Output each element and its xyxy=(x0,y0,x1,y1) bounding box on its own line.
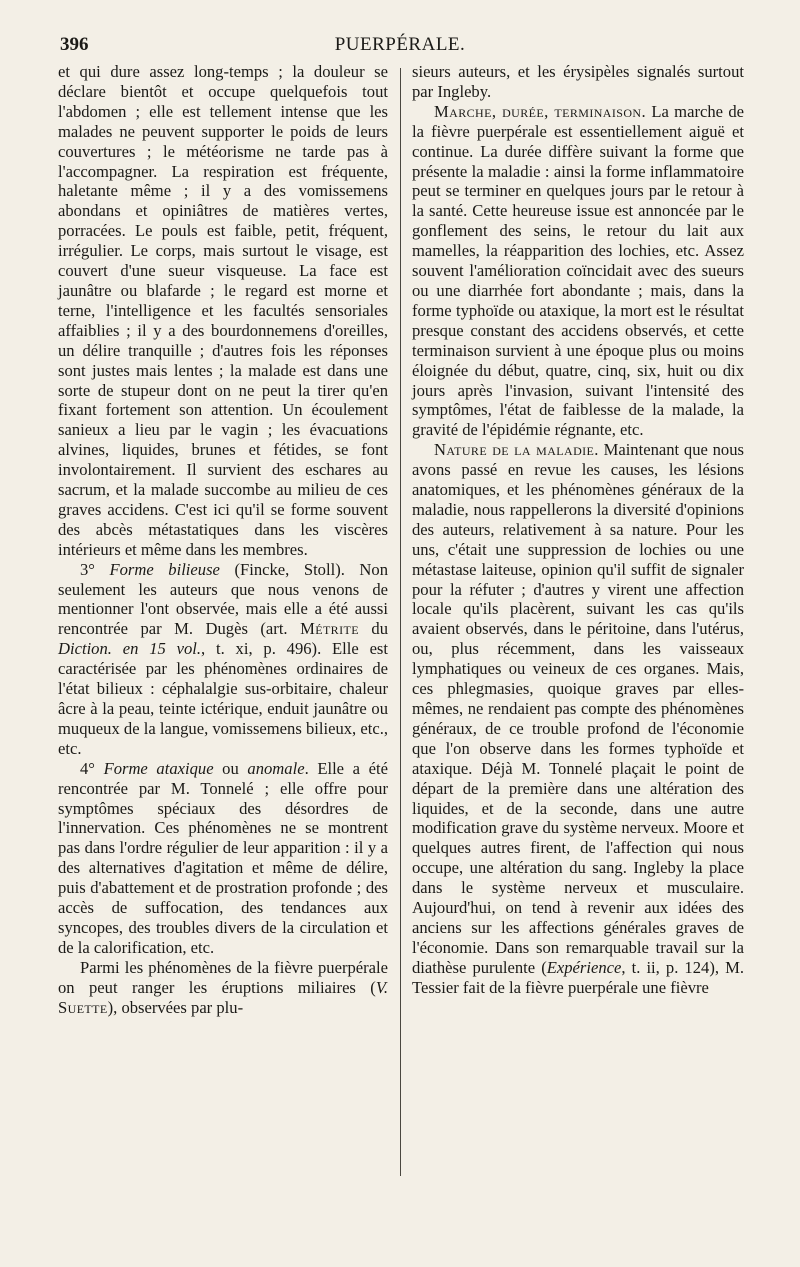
italic-reference: Diction. en 15 vol. xyxy=(58,639,202,659)
text-run: , t. xi, p. 496). Elle est caractérisée par les phénomènes ordinaires de l'état bilieux : céphalalgie sus-orbitaire, chaleur âcre à la peau, teinte ictérique, enduit jaunâtre ou muqueux de la langue, vomissemens bilieux, etc., etc. xyxy=(58,639,388,758)
text-run: (Fincke, Stoll). Non seulement les auteurs que nous venons de mentionner l'ont observée, mais elle a été aussi rencontrée par M. Dugès (art. xyxy=(58,559,388,639)
paragraph-marche-duree xyxy=(412,102,744,440)
text-run: du xyxy=(358,619,389,639)
section-heading-nature: Nature de la maladie. xyxy=(434,440,599,460)
text-run: ou xyxy=(213,758,248,778)
paragraph-forme-bilieuse xyxy=(58,560,388,759)
text-run: La marche de la fièvre puerpérale est essentiellement aiguë et continue. La durée diffère suivant la forme que présente la maladie : ainsi la forme inflammatoire peut se terminer en quelques jours par le retour à la santé. Cette heureuse issue est annoncée par le gonflement des seins, le retour du lait aux mamelles, la réapparition des lochies, etc. Assez souvent l'amélioration coïncidait avec des sueurs ou une diarrhée fort abondante ; mais, dans la forme typhoïde ou ataxique, la mort est le résultat presque constant des accidens observés, et cette terminaison survient à une époque plus ou moins éloignée du début, quatre, cinq, six, huit ou dix jours après l'invasion, suivant l'intensité des symptômes, l'état de faiblesse de la malade, la gravité de l'épidémie régnante, etc. xyxy=(412,101,744,440)
item-number: 3° xyxy=(80,559,95,579)
section-title-forme-ataxique: Forme ataxique xyxy=(103,758,214,778)
right-column xyxy=(412,62,744,998)
column-divider xyxy=(400,68,401,1176)
small-caps-reference: Suette xyxy=(58,997,108,1017)
section-title-forme-bilieuse: Forme bilieuse xyxy=(109,559,220,579)
paragraph-continued: sieurs auteurs, et les érysipèles signalés surtout par Ingleby. xyxy=(412,62,744,101)
left-column xyxy=(58,62,388,1018)
page-header xyxy=(60,34,740,64)
item-number: 4° xyxy=(80,758,95,778)
text-run: Maintenant que nous avons passé en revue les causes, les lésions anatomiques, et les phénomènes généraux de la maladie, nous rappellerons la diversité d'opinions des auteurs, relativement à sa nature. Pour les uns, c'était une suppression de lochies ou une métastase laiteuse, opinion qu'il suffit de signaler pour la réfuter ; d'autres y virent une affection locale qu'ils placèrent, suivant les cas qu'ils avaient observés, dans le péritoine, dans l'utérus, ou, plus récemment, dans les vaisseaux lymphatiques ou veineux de ces organes. Mais, ces phlegmasies, quoique graves par elles-mêmes, ne rendaient pas compte des phénomènes généraux, de ce trouble profond de l'économie que l'on observe dans les formes typhoïde et ataxique. Déjà M. Tonnelé plaçait le point de départ de la première dans une altération des liquides, et de la seconde, dans une autre modification grave du système nerveux. Moore et quelques autres firent, de l'affection qui nous occupe, une altération du sang. Ingleby la place dans le système nerveux et musculaire. Aujourd'hui, on tend à revenir aux idées des anciens sur les affections générales graves de l'économie. Dans son remarquable travail sur la diathèse purulente ( xyxy=(412,440,744,977)
text-run: ), observées par plu- xyxy=(107,997,244,1017)
paragraph-eruptions xyxy=(58,958,388,1018)
text-run: Parmi les phénomènes de la fièvre puerpérale on peut ranger les éruptions miliaires ( xyxy=(58,957,388,997)
italic-term: anomale xyxy=(247,758,305,778)
italic-reference: Expérience xyxy=(546,957,622,977)
text-run: . Elle a été rencontrée par M. Tonnelé ; elle offre pour symptômes spéciaux des désordres de l'innervation. Ces phénomènes ne se montrent pas dans l'ordre régulier de leur apparition : il y a des alternatives d'agitation et même de délire, puis d'abattement et de prostration profonde ; des accès de suffocation, des tendances aux syncopes, des troubles divers de la circulation et de la calorification, etc. xyxy=(58,758,388,957)
paragraph-forme-ataxique xyxy=(58,759,388,958)
paragraph-symptoms-continued: et qui dure assez long-temps ; la douleur se déclare bientôt et occupe quelquefois tout l'abdomen ; elle est tellement intense que les malades ne peuvent supporter le poids de leurs couvertures ; le météorisme ne tarde pas à l'accompagner. La respiration est fréquente, haletante même ; il y a des vomissemens abondans et opiniâtres de matières vertes, porracées. Le pouls est faible, petit, fréquent, irrégulier. Le corps, mais surtout le visage, est couvert d'une sueur visqueuse. La face est jaunâtre ou blafarde ; le regard est morne et terne, l'intelligence et les facultés sensoriales affaiblies ; il y a des bourdonnemens d'oreilles, un délire tranquille ; d'autres fois les réponses sont justes mais lentes ; la malade est dans une sorte de stupeur dont on ne peut la tirer qu'en fixant fortement son attention. Un écoulement sanieux a lieu par le vagin ; les évacuations alvines, liquides, brunes et fétides, se font involontairement. Il survient des eschares au sacrum, et la malade succombe au milieu de ces graves accidens. C'est ici qu'il se forme souvent des abcès métastatiques dans les viscères intérieurs et même dans les membres. xyxy=(58,62,388,559)
paragraph-nature xyxy=(412,440,744,997)
page-number: 396 xyxy=(60,34,89,55)
small-caps-reference: Métrite xyxy=(300,619,359,639)
running-title: PUERPÉRALE. xyxy=(334,34,466,55)
italic-abbrev: V. xyxy=(375,977,388,997)
section-heading-marche: Marche, durée, terminaison. xyxy=(434,101,646,121)
text-run: , t. ii, p. 124), M. Tessier fait de la fièvre puerpérale une fièvre xyxy=(412,957,744,997)
